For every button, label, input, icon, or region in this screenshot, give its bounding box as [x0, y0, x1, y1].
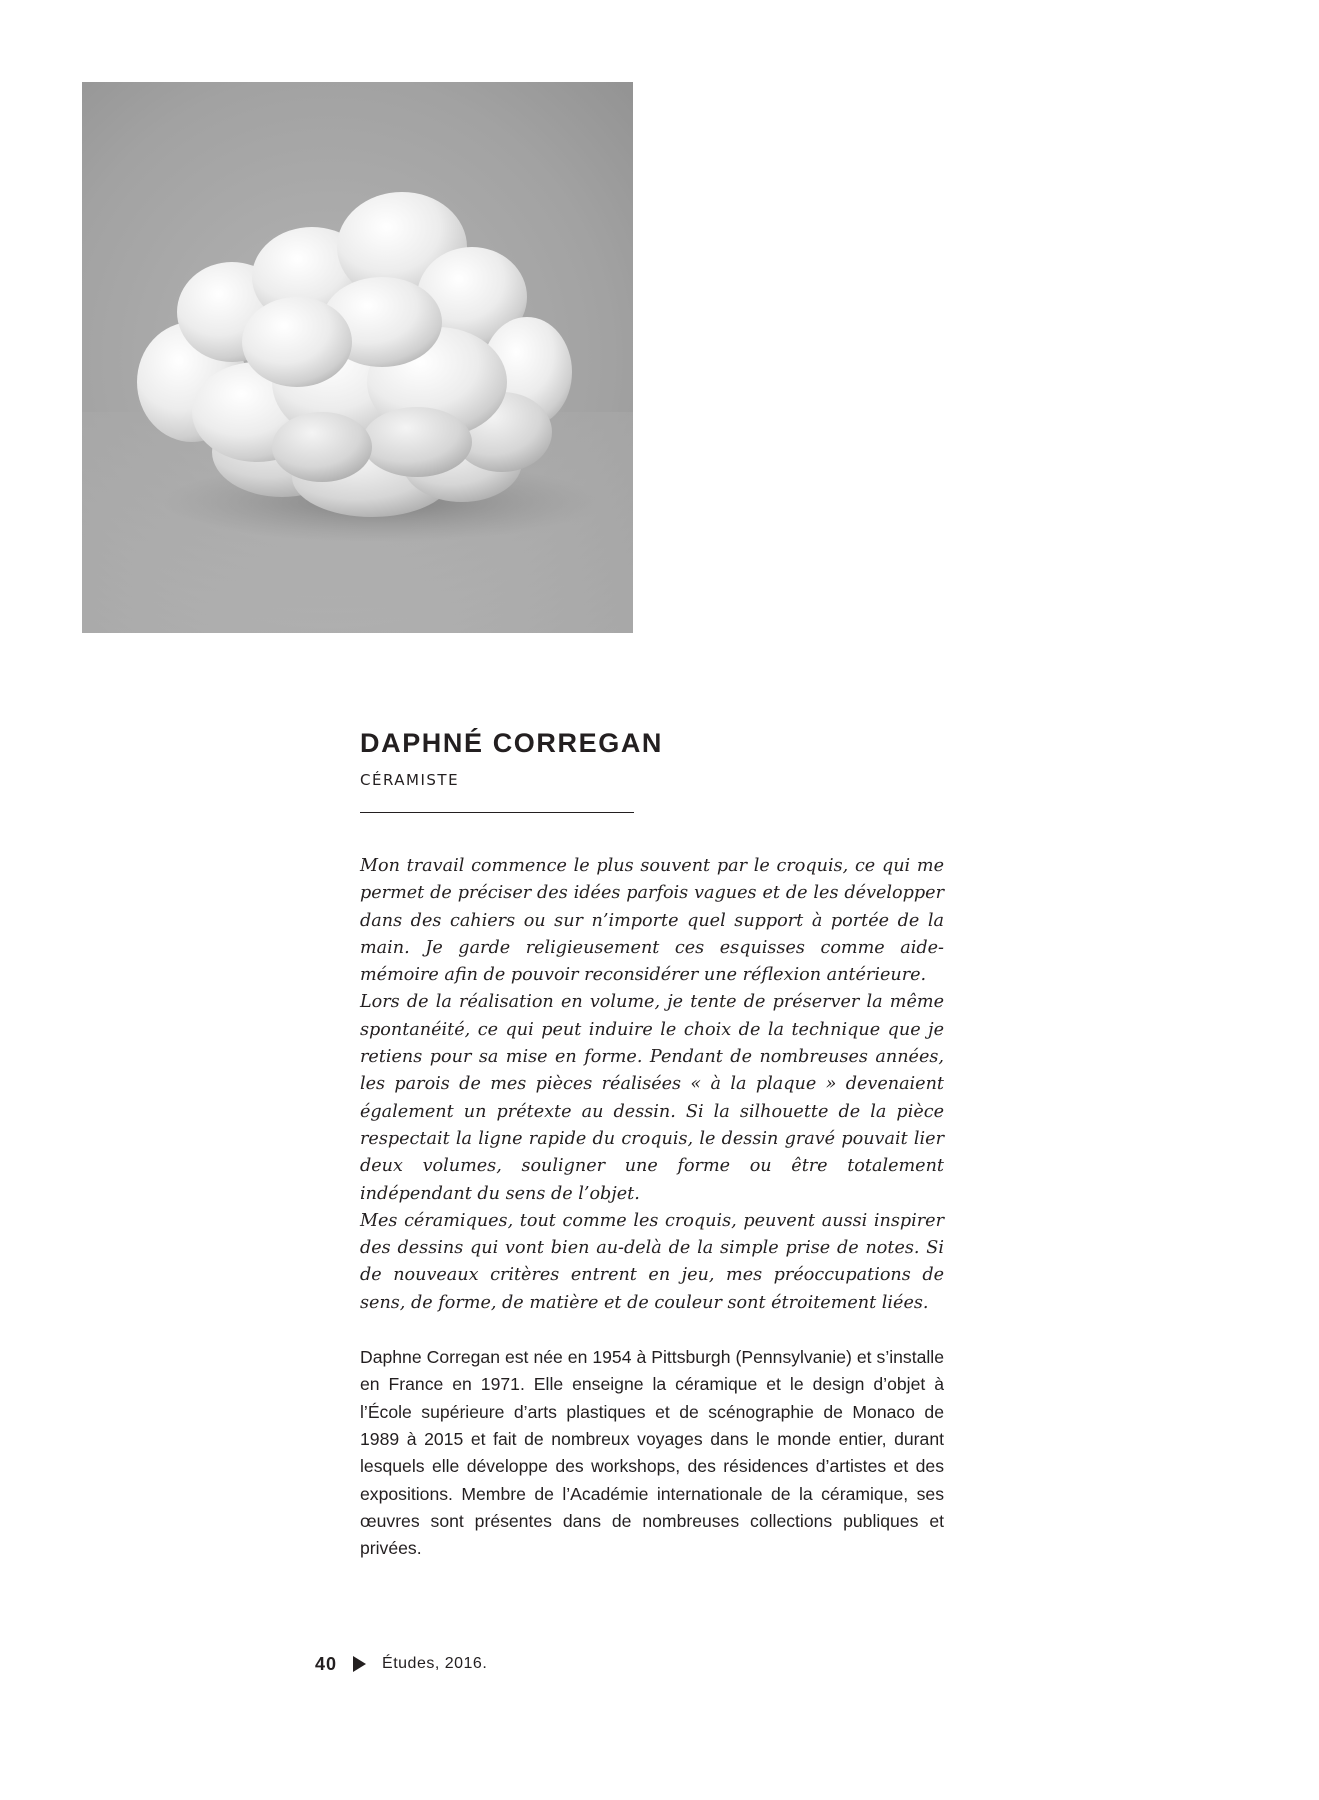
artist-statement	[360, 853, 944, 1317]
divider	[360, 812, 634, 813]
page-number: 40	[315, 1653, 338, 1674]
artist-role: CÉRAMISTE	[360, 771, 460, 789]
artist-name: DAPHNÉ CORREGAN	[360, 728, 664, 758]
footer-reference: Études, 2016.	[382, 1655, 488, 1672]
statement-paragraph: Mon travail commence le plus souvent par le croquis, ce qui me permet de préciser des idées parfois vagues et de les développer dans des cahiers ou sur n’importe quel support à portée de la main. Je garde religieusement ces esquisses comme aide-mémoire afin de pouvoir reconsidérer une réflexion antérieure.	[360, 856, 944, 986]
play-arrow-icon	[353, 1656, 366, 1672]
artist-biography: Daphne Corregan est née en 1954 à Pittsburgh (Pennsylvanie) et s’installe en France en 1971. Elle enseigne la céramique et le design d’objet à l’École supérieure d’arts plastiques et de scénographie de Monaco de 1989 à 2015 et fait de nombreux voyages dans le monde entier, durant lesquels elle développe des workshops, des résidences d’artistes et des expositions. Membre de l’Académie internationale de la céramique, ses œuvres sont présentes dans de nombreuses collections publiques et privées.	[360, 1347, 944, 1559]
sculpture-photo	[82, 82, 633, 633]
article-column	[360, 726, 944, 1562]
page-footer	[315, 1650, 487, 1678]
statement-paragraph: Lors de la réalisation en volume, je tente de préserver la même spontanéité, ce qui peut induire le choix de la technique que je retiens pour sa mise en forme. Pendant de nombreuses années, les parois de mes pièces réalisées « à la plaque » devenaient également un prétexte au dessin. Si la silhouette de la pièce respectait la ligne rapide du croquis, le dessin gravé pouvait lier deux volumes, souligner une forme ou être totalement indépendant du sens de l’objet.	[360, 992, 944, 1204]
statement-paragraph: Mes céramiques, tout comme les croquis, peuvent aussi inspirer des dessins qui vont bien au-delà de la simple prise de notes. Si de nouveaux critères entrent en jeu, mes préoccupations de sens, de forme, de matière et de couleur sont étroitement liées.	[360, 1210, 944, 1313]
cloud-sculpture-image	[82, 82, 633, 633]
